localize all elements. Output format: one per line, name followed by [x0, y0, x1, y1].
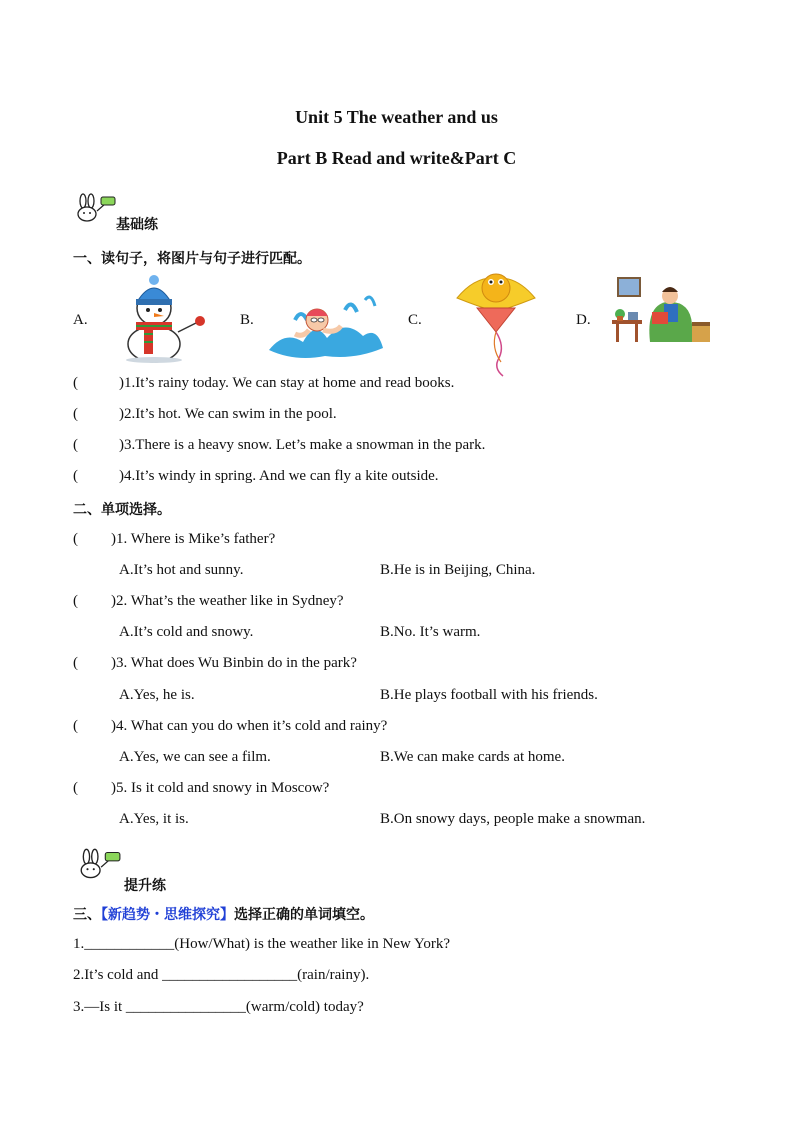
question-row: ( )3. What does Wu Binbin do in the park?: [73, 655, 357, 671]
option-b: B.We can make cards at home.: [380, 749, 565, 765]
option-b: B.He is in Beijing, China.: [380, 562, 536, 578]
page-title: Unit 5 The weather and us: [295, 107, 498, 127]
option-b: B.He plays football with his friends.: [380, 687, 598, 703]
picture-letter-d: D.: [576, 312, 591, 328]
rabbit-icon: [76, 848, 122, 880]
question-row: ( )2. What’s the weather like in Sydney?: [73, 593, 344, 609]
fill-blank-item: 3.—Is it ________________(warm/cold) today?: [73, 999, 364, 1015]
list-item: ( )4.It’s windy in spring. And we can fly a kite outside.: [73, 468, 439, 484]
option-a: A.It’s hot and sunny.: [119, 562, 244, 578]
fill-blank-item: 1.____________(How/What) is the weather like in New York?: [73, 936, 451, 952]
list-item: ( )1.It’s rainy today. We can stay at home and read books.: [73, 375, 455, 391]
swimmer-icon: [265, 290, 385, 362]
part1-heading: 一、读句子，将图片与句子进行匹配。: [73, 251, 311, 267]
question-row: ( )1. Where is Mike’s father?: [73, 531, 276, 547]
question-row: ( )5. Is it cold and snowy in Moscow?: [73, 780, 330, 796]
option-a: A.Yes, he is.: [119, 687, 195, 703]
section-advanced-label: 提升练: [124, 878, 166, 894]
part3-heading: 三、【新趋势・思维探究】选择正确的单词填空。: [73, 907, 374, 923]
option-a: A.It’s cold and snowy.: [119, 624, 254, 640]
option-b: B.No. It’s warm.: [380, 624, 481, 640]
picture-letter-c: C.: [408, 312, 422, 328]
picture-letter-b: B.: [240, 312, 254, 328]
section-basic-label: 基础练: [116, 217, 158, 233]
fill-blank-item: 2.It’s cold and __________________(rain/rainy).: [73, 967, 370, 983]
trend-tag: 【新趋势・思维探究】: [101, 907, 234, 923]
part2-heading: 二、单项选择。: [73, 502, 171, 518]
snowman-icon: [118, 272, 210, 364]
picture-letter-a: A.: [73, 312, 88, 328]
list-item: ( )3.There is a heavy snow. Let’s make a snowman in the park.: [73, 437, 486, 453]
rabbit-icon: [73, 193, 117, 223]
list-item: ( )2.It’s hot. We can swim in the pool.: [73, 406, 337, 422]
reading-boy-icon: [608, 276, 712, 346]
page-subtitle: Part B Read and write&Part C: [276, 148, 517, 168]
option-a: A.Yes, it is.: [119, 811, 189, 827]
option-b: B.On snowy days, people make a snowman.: [380, 811, 646, 827]
option-a: A.Yes, we can see a film.: [119, 749, 271, 765]
kite-icon: [455, 268, 537, 378]
question-row: ( )4. What can you do when it’s cold and rainy?: [73, 718, 388, 734]
